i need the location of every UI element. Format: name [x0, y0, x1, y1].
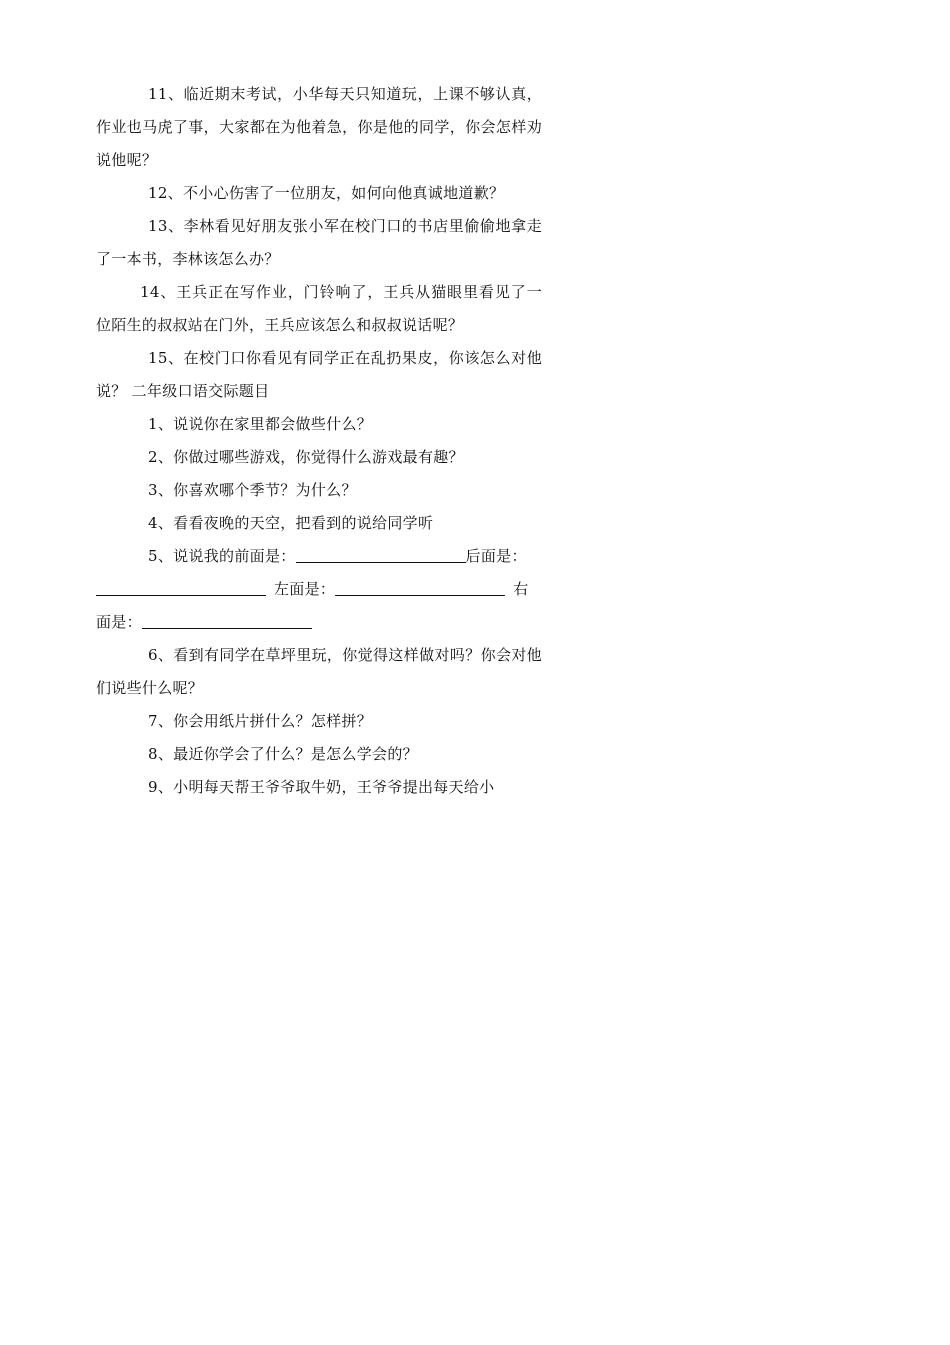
front-blank[interactable] [296, 548, 466, 563]
grade2-question-5 [96, 540, 542, 639]
question-14: 14、王兵正在写作业，门铃响了，王兵从猫眼里看见了一位陌生的叔叔站在门外，王兵应该怎么和叔叔说话呢？ [96, 283, 542, 334]
back-blank[interactable] [96, 581, 266, 596]
question-5-line-2 [96, 573, 542, 606]
grade2-question-4: 4、看看夜晚的天空，把看到的说给同学听 [148, 514, 434, 532]
question-11: 11、临近期末考试，小华每天只知道玩，上课不够认真，作业也马虎了事，大家都在为他着急，你是他的同学，你会怎样劝说他呢？ [96, 85, 542, 169]
grade2-question-2: 2、你做过哪些游戏，你觉得什么游戏最有趣？ [148, 448, 464, 466]
left-label: 左面是： [274, 580, 336, 598]
grade2-question-8: 8、最近你学会了什么？是怎么学会的？ [148, 745, 418, 763]
left-blank[interactable] [335, 581, 505, 596]
right-label-part1: 右 [513, 580, 529, 598]
question-5-prefix: 5、说说我的前面是： [148, 547, 296, 565]
after-label: 后面是： [465, 547, 527, 565]
document-body [96, 78, 542, 804]
question-12: 12、不小心伤害了一位朋友，如何向他真诚地道歉？ [148, 184, 505, 202]
grade2-question-7: 7、你会用纸片拼什么？怎样拼？ [148, 712, 373, 730]
question-15: 15、在校门口你看见有同学正在乱扔果皮，你该怎么对他说？ 二年级口语交际题目 [96, 349, 542, 400]
grade2-question-1: 1、说说你在家里都会做些什么？ [148, 415, 373, 433]
right-blank[interactable] [142, 614, 312, 629]
question-5-line-3 [96, 606, 542, 639]
question-13: 13、李林看见好朋友张小军在校门口的书店里偷偷地拿走了一本书，李林该怎么办？ [96, 217, 542, 268]
grade2-question-9: 9、小明每天帮王爷爷取牛奶，王爷爷提出每天给小 [148, 778, 495, 796]
question-5-line-1 [96, 540, 542, 573]
grade2-question-3: 3、你喜欢哪个季节？为什么？ [148, 481, 357, 499]
right-label-part2: 面是： [96, 613, 142, 631]
grade2-question-6: 6、看到有同学在草坪里玩，你觉得这样做对吗？你会对他们说些什么呢？ [96, 646, 542, 697]
